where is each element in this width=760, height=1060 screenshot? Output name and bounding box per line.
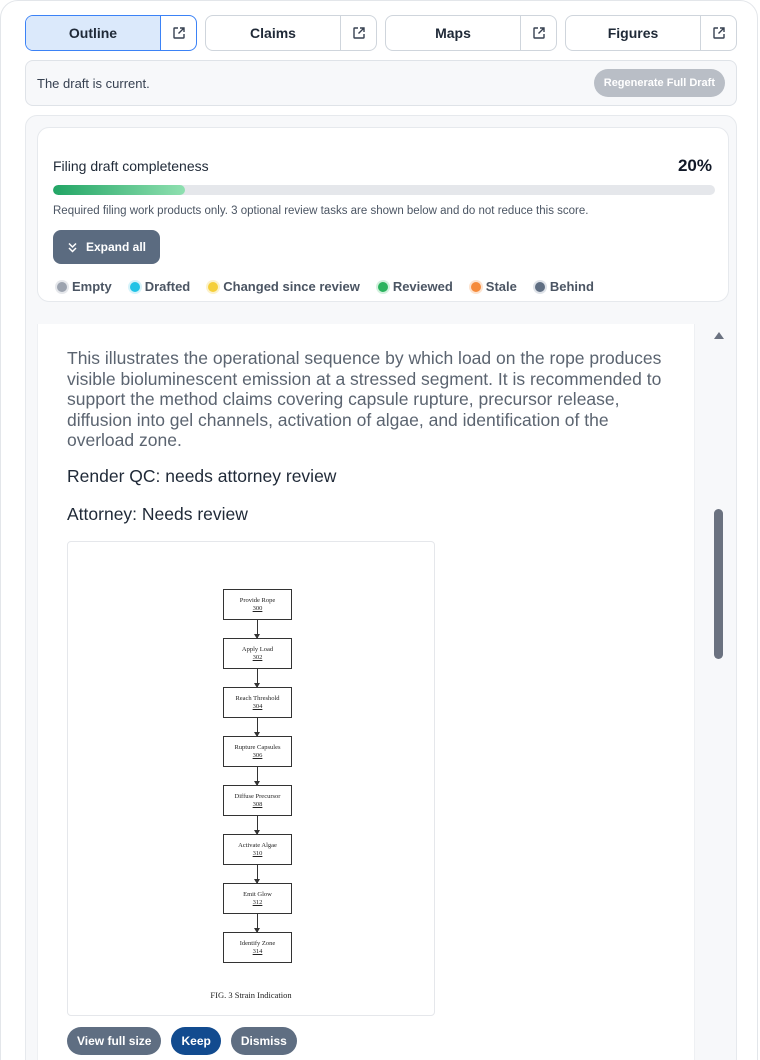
flowchart-step bbox=[223, 638, 292, 669]
legend-dot bbox=[57, 282, 67, 292]
flowchart-step-number: 308 bbox=[252, 801, 263, 808]
draft-section bbox=[25, 115, 737, 1060]
flowchart-step bbox=[223, 687, 292, 718]
external-link-icon bbox=[352, 26, 366, 40]
status-legend bbox=[57, 279, 594, 294]
tab-outline[interactable] bbox=[25, 15, 197, 51]
figure-actions bbox=[67, 1027, 297, 1055]
tab-maps-open[interactable] bbox=[520, 16, 556, 50]
tab-figures[interactable] bbox=[565, 15, 737, 51]
view-full-size-button[interactable]: View full size bbox=[67, 1027, 161, 1055]
legend-dot bbox=[378, 282, 388, 292]
flowchart-step-label: Diffuse Precursor bbox=[234, 793, 281, 800]
legend-drafted: Drafted bbox=[130, 279, 191, 294]
flowchart-step-number: 312 bbox=[252, 899, 263, 906]
legend-reviewed: Reviewed bbox=[378, 279, 453, 294]
draft-status-bar bbox=[25, 60, 737, 106]
tab-claims-open[interactable] bbox=[340, 16, 376, 50]
flowchart-step-label: Emit Glow bbox=[243, 891, 272, 898]
flowchart-arrow bbox=[257, 865, 258, 883]
legend-empty: Empty bbox=[57, 279, 112, 294]
flowchart-step bbox=[223, 883, 292, 914]
tab-figures-open[interactable] bbox=[700, 16, 736, 50]
flowchart-step-number: 306 bbox=[252, 752, 263, 759]
keep-button[interactable]: Keep bbox=[171, 1027, 220, 1055]
flowchart-step-number: 314 bbox=[252, 948, 263, 955]
tab-maps[interactable] bbox=[385, 15, 557, 51]
flowchart-step-label: Reach Threshold bbox=[235, 695, 280, 702]
completeness-progress-fill bbox=[53, 185, 185, 195]
flowchart-step bbox=[223, 932, 292, 963]
tab-outline-open[interactable] bbox=[160, 16, 196, 50]
dismiss-button[interactable]: Dismiss bbox=[231, 1027, 297, 1055]
flowchart-arrow bbox=[257, 767, 258, 785]
tab-claims[interactable] bbox=[205, 15, 377, 51]
tab-maps-label[interactable]: Maps bbox=[435, 25, 471, 41]
tab-outline-label[interactable]: Outline bbox=[26, 16, 160, 50]
flowchart-step-number: 310 bbox=[252, 850, 263, 857]
flowchart-arrow bbox=[257, 816, 258, 834]
legend-stale: Stale bbox=[471, 279, 517, 294]
double-chevron-down-icon bbox=[67, 242, 78, 253]
figure-preview[interactable] bbox=[67, 541, 435, 1016]
draft-status-text: The draft is current. bbox=[37, 75, 150, 91]
flowchart-step bbox=[223, 736, 292, 767]
regenerate-full-draft-button[interactable]: Regenerate Full Draft bbox=[594, 69, 725, 97]
completeness-note: Required filing work products only. 3 optional review tasks are shown below and do not reduce this score. bbox=[53, 205, 589, 217]
legend-dot bbox=[130, 282, 140, 292]
scroll-up-arrow-icon[interactable] bbox=[714, 332, 724, 339]
flowchart-arrow bbox=[257, 620, 258, 638]
flowchart-step-label: Rupture Capsules bbox=[234, 744, 281, 751]
flowchart-step bbox=[223, 589, 292, 620]
expand-all-button[interactable] bbox=[53, 230, 160, 264]
external-link-icon bbox=[172, 26, 186, 40]
legend-dot bbox=[208, 282, 218, 292]
tab-claims-label[interactable]: Claims bbox=[250, 25, 296, 41]
completeness-card bbox=[37, 127, 729, 302]
figure-review-item bbox=[37, 324, 695, 1060]
flowchart-step-label: Identify Zone bbox=[239, 940, 276, 947]
legend-changed: Changed since review bbox=[208, 279, 360, 294]
figure-description: This illustrates the operational sequence by which load on the rope produces visible bioluminescent emission at a stressed segment. It is recommended to support the method claims covering capsule rupture, precursor release, diffusion into gel channels, activation of algae, and identification of the overload zone. bbox=[67, 348, 662, 450]
flowchart-step-number: 300 bbox=[252, 605, 263, 612]
completeness-progress-bar bbox=[53, 185, 715, 195]
legend-behind: Behind bbox=[535, 279, 594, 294]
completeness-percent: 20% bbox=[677, 156, 712, 175]
flowchart-arrow bbox=[257, 718, 258, 736]
flowchart-step-label: Activate Algae bbox=[238, 842, 277, 849]
render-qc-status: Render QC: needs attorney review bbox=[67, 466, 337, 486]
flowchart-step-number: 304 bbox=[252, 703, 263, 710]
scrollbar-thumb[interactable] bbox=[714, 509, 723, 659]
flowchart-step bbox=[223, 834, 292, 865]
tab-figures-label[interactable]: Figures bbox=[607, 25, 659, 41]
attorney-status: Attorney: Needs review bbox=[67, 504, 248, 524]
external-link-icon bbox=[532, 26, 546, 40]
legend-dot bbox=[471, 282, 481, 292]
flowchart-arrow bbox=[257, 914, 258, 932]
external-link-icon bbox=[712, 26, 726, 40]
flowchart-arrow bbox=[257, 669, 258, 687]
flowchart-step-label: Apply Load bbox=[241, 646, 274, 653]
legend-dot bbox=[535, 282, 545, 292]
expand-all-label: Expand all bbox=[85, 240, 147, 254]
flowchart-step bbox=[223, 785, 292, 816]
completeness-title: Filing draft completeness bbox=[53, 158, 209, 174]
flowchart-step-number: 302 bbox=[252, 654, 263, 661]
flowchart-step-label: Provide Rope bbox=[239, 597, 276, 604]
figure-caption: FIG. 3 Strain Indication bbox=[210, 990, 292, 1000]
